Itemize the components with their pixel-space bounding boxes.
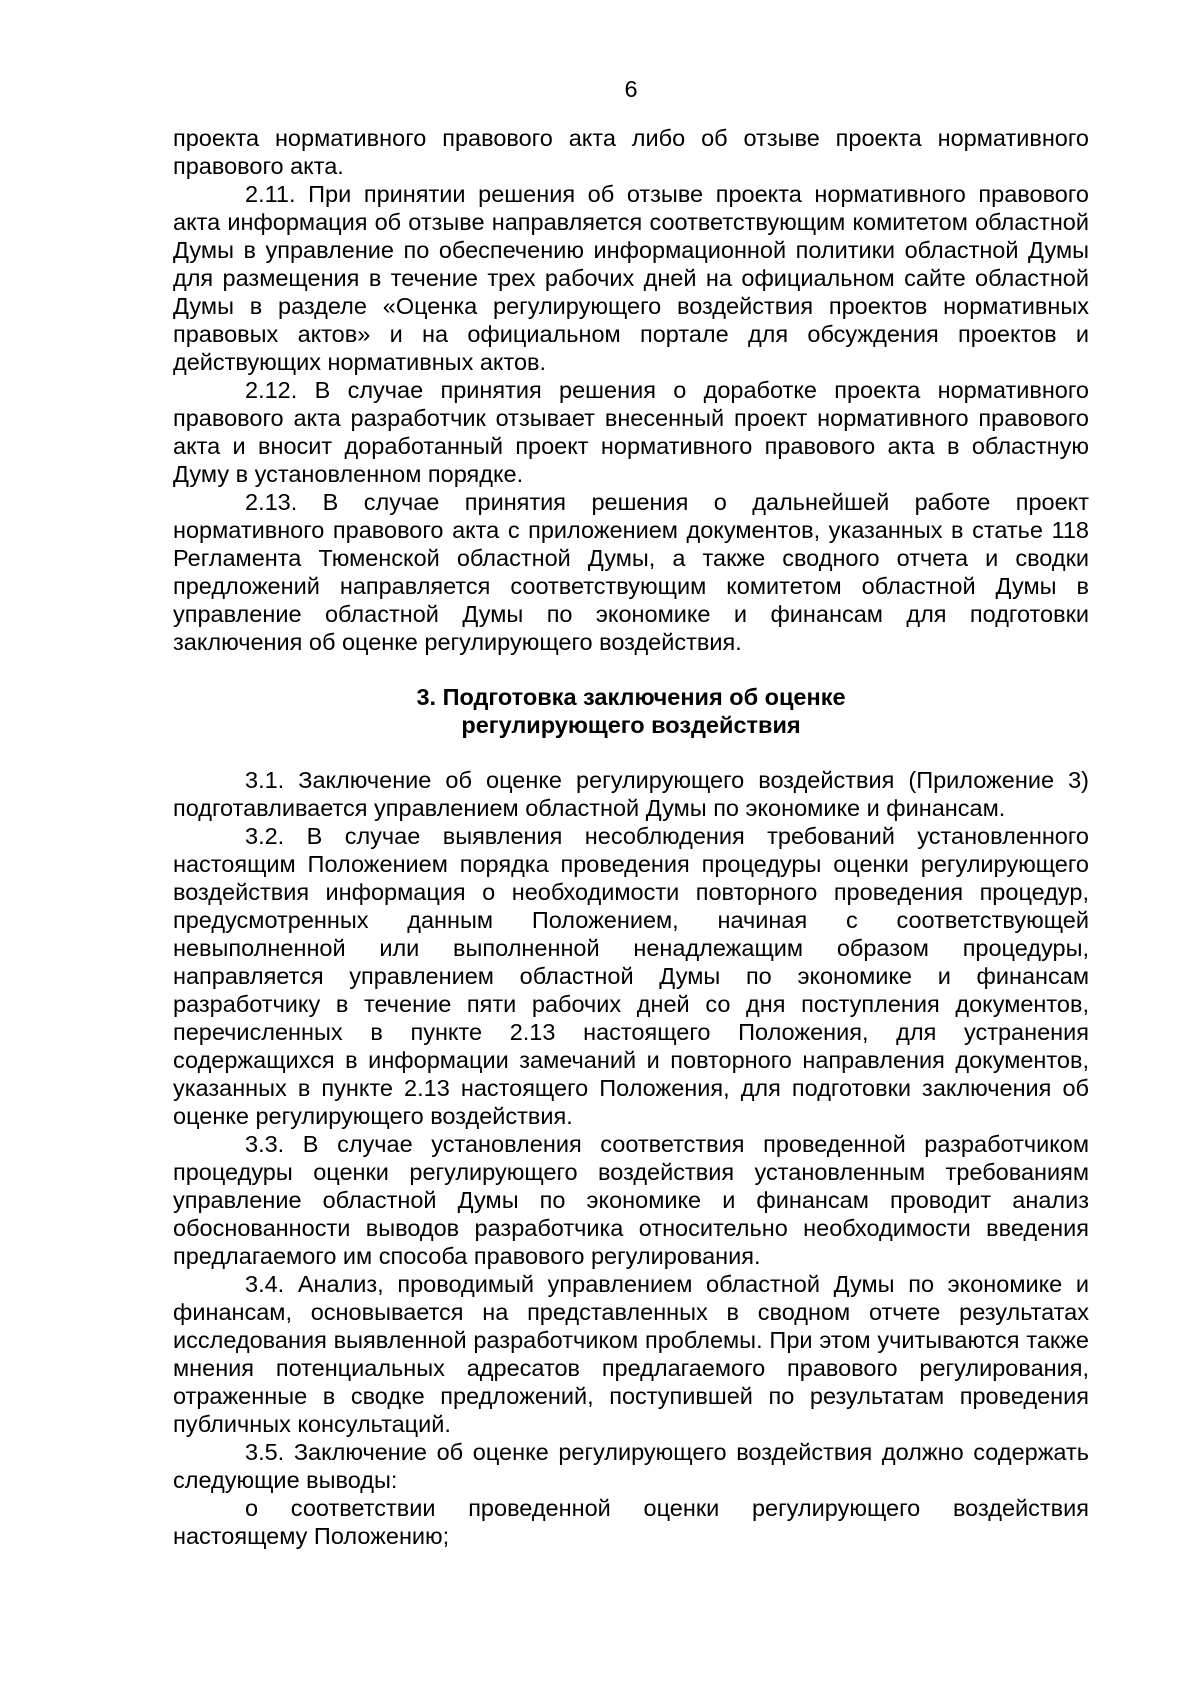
section-heading-line-2: регулирующего воздействия xyxy=(461,712,801,738)
paragraph-continuation: проекта нормативного правового акта либо об отзыве проекта нормативного правового акта. xyxy=(173,125,1089,179)
paragraph-3-1: 3.1. Заключение об оценке регулирующего воздействия (Приложение 3) подготавливается управлением областной Думы по экономике и финансам. xyxy=(173,767,1089,821)
paragraph-3-5: 3.5. Заключение об оценке регулирующего воздействия должно содержать следующие выводы: xyxy=(173,1439,1089,1493)
paragraph-2-12: 2.12. В случае принятия решения о доработке проекта нормативного правового акта разработчик отзывает внесенный проект нормативного правового акта и вносит доработанный проект нормативного правового акта в областную Думу в установленном порядке. xyxy=(173,377,1089,487)
paragraph-2-11: 2.11. При принятии решения об отзыве проекта нормативного правового акта информация об отзыве направляется соответствующим комитетом областной Думы в управление по обеспечению информационной политики областной Думы для размещения в течение трех рабочих дней на официальном сайте областной Думы в разделе «Оценка регулирующего воздействия проектов нормативных правовых актов» и на официальном портале для обсуждения проектов и действующих нормативных актов. xyxy=(173,181,1089,375)
paragraph-list-item: о соответствии проведенной оценки регулирующего воздействия настоящему Положению; xyxy=(173,1495,1089,1549)
paragraph-3-3: 3.3. В случае установления соответствия проведенной разработчиком процедуры оценки регулирующего воздействия установленным требованиям управление областной Думы по экономике и финансам проводит анализ обоснованности выводов разработчика относительно необходимости введения предлагаемого им способа правового регулирования. xyxy=(173,1131,1089,1269)
paragraph-3-4: 3.4. Анализ, проводимый управлением областной Думы по экономике и финансам, основывается на представленных в сводном отчете результатах исследования выявленной разработчиком проблемы. При этом учитываются также мнения потенциальных адресатов предлагаемого правового регулирования, отраженные в сводке предложений, поступившей по результатам проведения публичных консультаций. xyxy=(173,1271,1089,1437)
paragraph-3-2: 3.2. В случае выявления несоблюдения требований установленного настоящим Положением порядка проведения процедуры оценки регулирующего воздействия информация о необходимости повторного проведения процедур, предусмотренных данным Положением, начиная с соответствующей невыполненной или выполненной ненадлежащим образом процедуры, направляется управлением областной Думы по экономике и финансам разработчику в течение пяти рабочих дней со дня поступления документов, перечисленных в пункте 2.13 настоящего Положения, для устранения содержащихся в информации замечаний и повторного направления документов, указанных в пункте 2.13 настоящего Положения, для подготовки заключения об оценке регулирующего воздействия. xyxy=(173,823,1089,1129)
section-heading-line-1: 3. Подготовка заключения об оценке xyxy=(416,684,846,710)
paragraph-2-13: 2.13. В случае принятия решения о дальнейшей работе проект нормативного правового акта с приложением документов, указанных в статье 118 Регламента Тюменской областной Думы, а также сводного отчета и сводки предложений направляется соответствующим комитетом областной Думы в управление областной Думы по экономике и финансам для подготовки заключения об оценке регулирующего воздействия. xyxy=(173,489,1089,655)
page-number: 6 xyxy=(624,76,638,102)
section-heading xyxy=(173,683,1089,739)
document-body xyxy=(173,124,1089,1550)
